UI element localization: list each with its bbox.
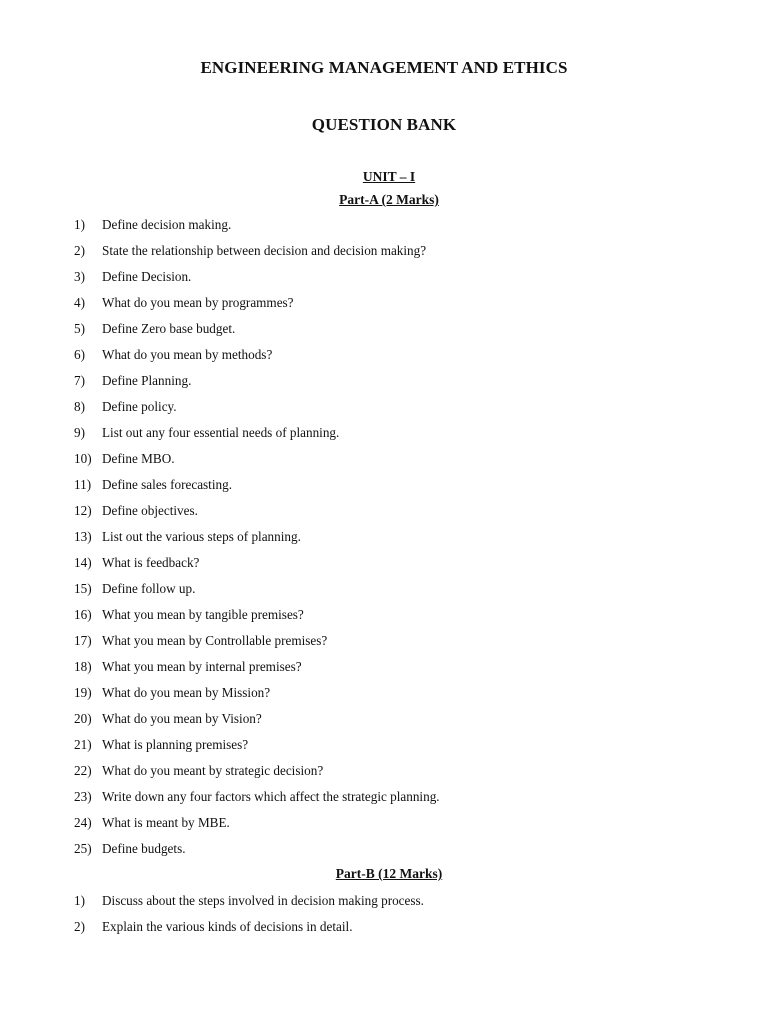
question-item <box>0 710 768 736</box>
question-number: 9) <box>74 425 85 440</box>
question-item <box>0 892 768 918</box>
question-item <box>0 528 768 554</box>
question-item <box>0 450 768 476</box>
question-number: 20) <box>74 711 92 726</box>
question-text: Write down any four factors which affect the strategic planning. <box>102 789 440 804</box>
question-number: 4) <box>74 295 85 310</box>
question-number: 2) <box>74 243 85 258</box>
question-number: 19) <box>74 685 92 700</box>
question-text: Define MBO. <box>102 451 175 466</box>
question-number: 10) <box>74 451 92 466</box>
question-item <box>0 242 768 268</box>
question-number: 17) <box>74 633 92 648</box>
question-text: What you mean by Controllable premises? <box>102 633 328 648</box>
question-number: 6) <box>74 347 85 362</box>
question-item <box>0 762 768 788</box>
question-number: 18) <box>74 659 92 674</box>
question-text: List out any four essential needs of planning. <box>102 425 340 440</box>
question-number: 21) <box>74 737 92 752</box>
part-a-heading: Part-A (2 Marks) <box>339 192 439 207</box>
question-number: 23) <box>74 789 92 804</box>
question-text: List out the various steps of planning. <box>102 529 301 544</box>
question-number: 8) <box>74 399 85 414</box>
question-text: What do you mean by methods? <box>102 347 273 362</box>
question-number: 24) <box>74 815 92 830</box>
question-number: 16) <box>74 607 92 622</box>
unit-heading: UNIT – I <box>362 169 416 184</box>
question-text: What do you mean by Vision? <box>102 711 262 726</box>
question-text: What you mean by internal premises? <box>102 659 302 674</box>
question-text: Discuss about the steps involved in decision making process. <box>102 893 424 908</box>
question-text: State the relationship between decision and decision making? <box>102 243 427 258</box>
question-item <box>0 840 768 866</box>
question-number: 15) <box>74 581 92 596</box>
question-number: 13) <box>74 529 92 544</box>
question-number: 12) <box>74 503 92 518</box>
question-text: Define follow up. <box>102 581 196 596</box>
part-a-question-list <box>0 216 768 866</box>
question-number: 1) <box>74 217 85 232</box>
question-text: Define Planning. <box>102 373 192 388</box>
question-number: 11) <box>74 477 92 492</box>
question-item <box>0 216 768 242</box>
question-item <box>0 554 768 580</box>
question-item <box>0 424 768 450</box>
question-number: 22) <box>74 763 92 778</box>
question-text: Explain the various kinds of decisions in detail. <box>102 919 353 934</box>
question-item <box>0 606 768 632</box>
document-title: ENGINEERING MANAGEMENT AND ETHICS <box>200 58 568 77</box>
question-item <box>0 658 768 684</box>
question-number: 14) <box>74 555 92 570</box>
question-text: Define Zero base budget. <box>102 321 236 336</box>
question-text: Define sales forecasting. <box>102 477 232 492</box>
question-item <box>0 918 768 944</box>
question-text: Define objectives. <box>102 503 198 518</box>
question-text: What do you mean by Mission? <box>102 685 271 700</box>
question-item <box>0 502 768 528</box>
question-number: 1) <box>74 893 85 908</box>
question-text: What do you mean by programmes? <box>102 295 294 310</box>
question-item <box>0 346 768 372</box>
question-item <box>0 632 768 658</box>
part-b-heading: Part-B (12 Marks) <box>335 866 443 881</box>
question-text: What is meant by MBE. <box>102 815 230 830</box>
question-number: 2) <box>74 919 85 934</box>
question-number: 25) <box>74 841 92 856</box>
question-item <box>0 476 768 502</box>
question-text: What is planning premises? <box>102 737 249 752</box>
question-number: 5) <box>74 321 85 336</box>
question-item <box>0 580 768 606</box>
question-text: Define decision making. <box>102 217 232 232</box>
question-item <box>0 814 768 840</box>
question-item <box>0 788 768 814</box>
question-text: What you mean by tangible premises? <box>102 607 304 622</box>
question-number: 3) <box>74 269 85 284</box>
question-item <box>0 294 768 320</box>
part-b-question-list <box>0 892 768 944</box>
question-item <box>0 736 768 762</box>
document-subtitle: QUESTION BANK <box>311 115 457 134</box>
question-text: What is feedback? <box>102 555 200 570</box>
question-item <box>0 372 768 398</box>
question-text: Define Decision. <box>102 269 192 284</box>
question-text: What do you meant by strategic decision? <box>102 763 324 778</box>
question-item <box>0 684 768 710</box>
question-item <box>0 398 768 424</box>
question-item <box>0 268 768 294</box>
question-text: Define budgets. <box>102 841 186 856</box>
question-number: 7) <box>74 373 85 388</box>
question-text: Define policy. <box>102 399 177 414</box>
question-item <box>0 320 768 346</box>
